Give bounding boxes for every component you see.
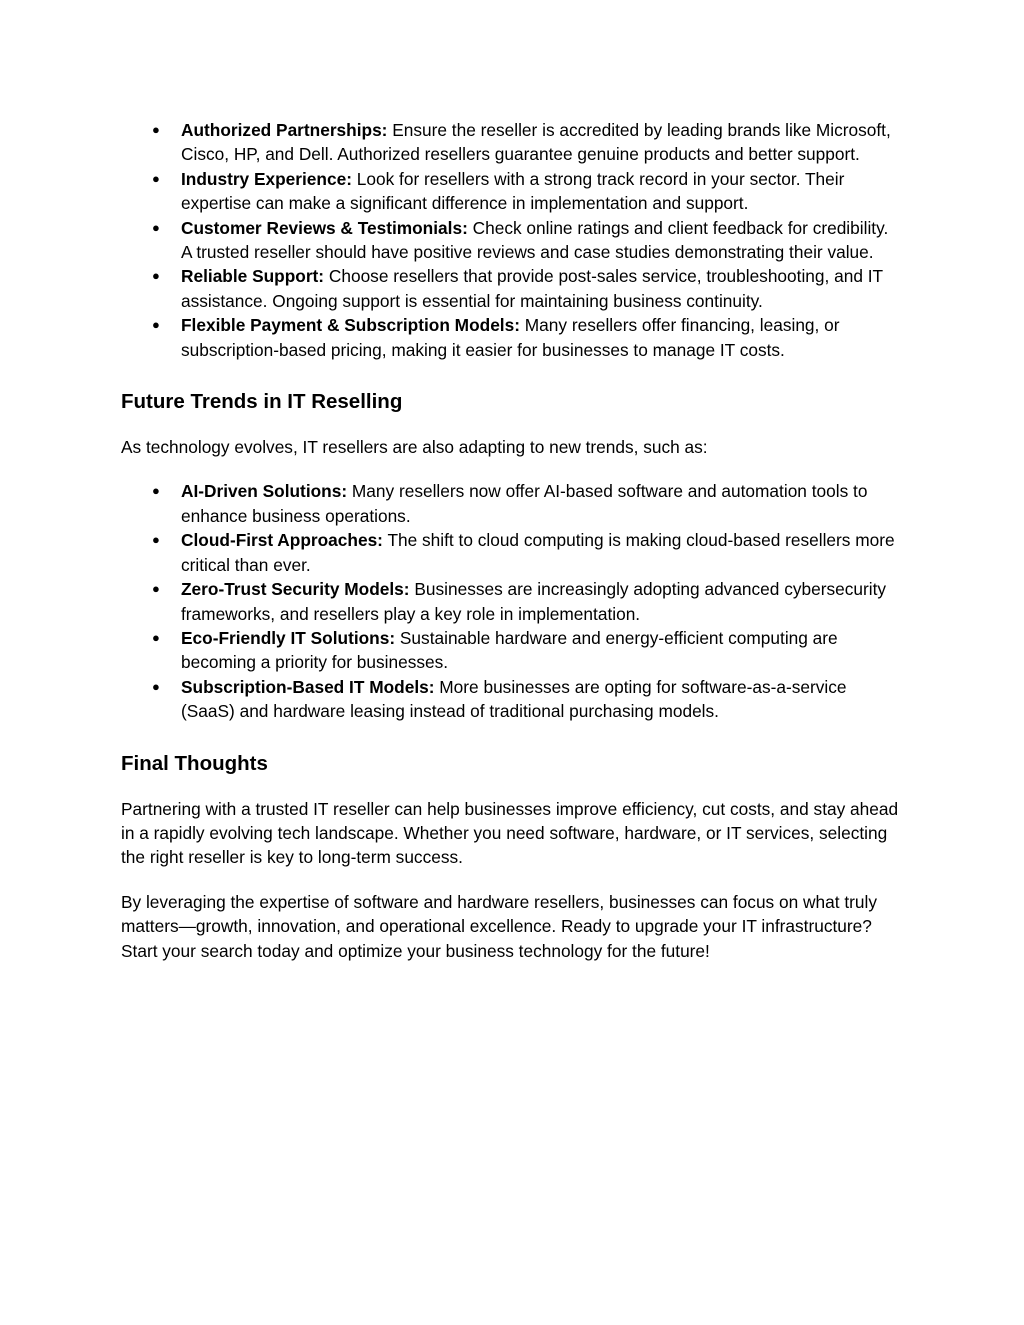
bullet-icon: ● [152,219,160,235]
final-thoughts-paragraph-2: By leveraging the expertise of software and hardware resellers, businesses can focus on what truly matters—growth, innovation, and operational excellence. Ready to upgrade your IT infrastructure? Start your search today and optimize your business technology for the future! [121,891,877,961]
list-item-text: Businesses are increasingly adopting advanced cybersecurity frameworks, and resellers play a key role in implementation. [181,579,887,624]
list-item-text: Sustainable hardware and energy-efficient computing are becoming a priority for businesses. [181,627,838,673]
bullet-icon: ● [152,317,160,333]
list-item-title: Flexible Payment & Subscription Models: [181,315,520,336]
list-item-title: Authorized Partnerships: [181,120,388,140]
list-item [121,675,901,724]
section-heading-final-thoughts: Final Thoughts [121,751,268,775]
list-item-title: Reliable Support: [181,266,325,287]
final-thoughts-paragraph-1: Partnering with a trusted IT reseller can help businesses improve efficiency, cut costs, and stay ahead in a rapidly evolving tech landscape. Whether you need software, hardware, or IT services, selecting the right reseller is key to long-term success. [121,798,899,868]
bullet-icon: ● [152,581,160,597]
list-item [121,264,901,313]
future-trends-intro: As technology evolves, IT resellers are also adapting to new trends, such as: [121,437,708,458]
list-item-title: Customer Reviews & Testimonials: [181,217,468,238]
list-item-title: Zero-Trust Security Models: [181,579,410,600]
list-item-text: Choose resellers that provide post-sales service, troubleshooting, and IT assistance. Ongoing support is essential for maintaining business continuity. [181,266,883,311]
list-item-text: The shift to cloud computing is making cloud-based resellers more critical than ever. [181,530,895,575]
list-item [121,479,901,528]
list-item-title: Cloud-First Approaches: [181,530,383,551]
list-item-text: Many resellers offer financing, leasing, or subscription-based pricing, making it easier for businesses to manage IT costs. [181,315,840,360]
future-trends-list [121,479,901,723]
list-item-text: More businesses are opting for software-as-a-service (SaaS) and hardware leasing instead of traditional purchasing models. [181,676,847,722]
list-item-title: Industry Experience: [181,168,352,189]
list-item [121,313,901,362]
section-heading-future-trends: Future Trends in IT Reselling [121,390,403,414]
bullet-icon: ● [152,678,160,694]
list-item-text: Check online ratings and client feedback for credibility. A trusted reseller should have positive reviews and case studies demonstrating their value. [181,217,889,263]
bullet-icon: ● [152,483,160,499]
list-item [121,216,901,265]
document-page [121,118,901,963]
bullet-icon: ● [152,122,160,137]
list-item-title: AI-Driven Solutions: [181,481,348,502]
list-item [121,528,901,577]
list-item [121,626,901,675]
bullet-icon: ● [152,268,160,284]
bullet-icon: ● [152,170,160,186]
list-item [121,167,901,216]
bullet-icon: ● [152,532,160,548]
list-item-title: Eco-Friendly IT Solutions: [181,627,396,648]
list-item [121,577,901,626]
list-item-text: Many resellers now offer AI-based software and automation tools to enhance business operations. [181,481,868,526]
reseller-criteria-list [121,118,901,362]
list-item-text: Look for resellers with a strong track record in your sector. Their expertise can make a significant difference in implementation and support. [181,168,845,214]
list-item [121,118,901,167]
bullet-icon: ● [152,629,160,645]
list-item-title: Subscription-Based IT Models: [181,676,435,697]
list-item-text: Ensure the reseller is accredited by leading brands like Microsoft, Cisco, HP, and Dell. Authorized resellers guarantee genuine products and better support. [181,120,891,165]
